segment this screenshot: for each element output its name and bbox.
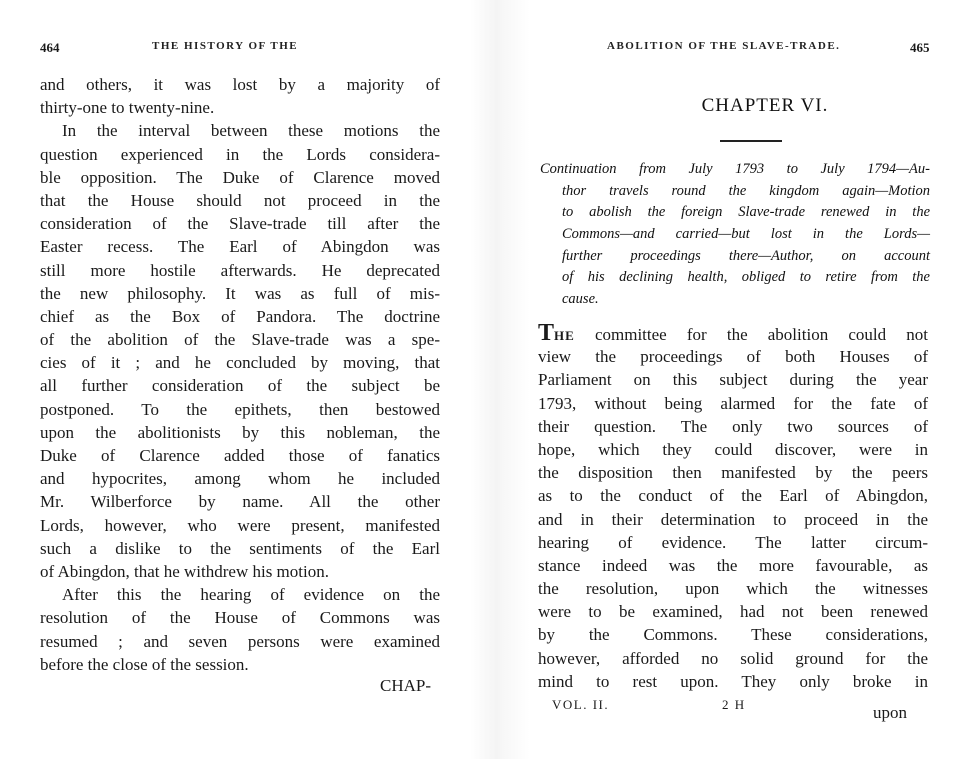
text-line: the new philosophy. It was as full of mis- bbox=[40, 283, 440, 303]
text-line: Continuation from July 1793 to July 1794—Au- bbox=[540, 161, 930, 177]
text-line: before the close of the session. bbox=[40, 654, 249, 674]
text-line: to abolish the foreign Slave-trade renewed in the bbox=[562, 204, 930, 221]
text-line: and in their determination to proceed in the bbox=[538, 509, 928, 529]
text-line: still more hostile afterwards. He deprecated bbox=[40, 260, 440, 280]
body-line-text: committee for the abolition could not bbox=[594, 325, 928, 344]
text-line: of Abingdon, that he withdrew his motion. bbox=[40, 561, 329, 581]
text-line: view the proceedings of both Houses of bbox=[538, 347, 928, 367]
text-line: Parliament on this subject during the year bbox=[538, 370, 928, 390]
left-page bbox=[0, 0, 470, 759]
text-line: thor travels round the kingdom again—Motion bbox=[562, 182, 930, 199]
text-line: consideration of the Slave-trade till after the bbox=[40, 214, 440, 234]
text-line: further proceedings there—Author, on account bbox=[562, 247, 930, 264]
text-line: that the House should not proceed in the bbox=[40, 190, 440, 210]
text-line: such a dislike to the sentiments of the Earl bbox=[40, 538, 440, 558]
text-line: stance indeed was the more favourable, as bbox=[538, 555, 928, 575]
text-line: by the Commons. These considerations, bbox=[538, 625, 928, 645]
text-line: cies of it ; and he concluded by moving, that bbox=[40, 353, 440, 373]
chapter-rule bbox=[720, 140, 782, 142]
text-line: question experienced in the Lords considera- bbox=[40, 144, 440, 164]
right-running-head: ABOLITION OF THE SLAVE-TRADE. bbox=[607, 40, 841, 52]
text-line: Duke of Clarence added those of fanatics bbox=[40, 446, 440, 465]
text-line: hearing of evidence. The latter circum- bbox=[538, 532, 928, 552]
text-line: resolution of the House of Commons was bbox=[40, 608, 440, 628]
text-line: all further consideration of the subject be bbox=[40, 376, 440, 396]
text-line: their question. The only two sources of bbox=[538, 416, 928, 436]
chapter-title: CHAPTER VI. bbox=[701, 95, 829, 116]
text-line: the resolution, upon which the witnesses bbox=[538, 579, 928, 599]
text-line: and hypocrites, among whom he included bbox=[40, 469, 440, 489]
chapter-argument bbox=[540, 159, 930, 311]
text-line: ble opposition. The Duke of Clarence moved bbox=[40, 167, 440, 187]
text-line: however, afforded no solid ground for the bbox=[538, 648, 928, 668]
drop-capital: T bbox=[538, 320, 555, 346]
text-line: Commons—and carried—but lost in the Lords— bbox=[562, 226, 930, 243]
left-body-text bbox=[40, 73, 440, 676]
body-line bbox=[538, 322, 928, 345]
text-line: of his declining health, obliged to retire from the bbox=[562, 269, 930, 286]
text-line: were to be examined, had not been renewed bbox=[538, 602, 928, 622]
text-line: thirty-one to twenty-nine. bbox=[40, 98, 215, 118]
text-line: Lords, however, who were present, manifested bbox=[40, 515, 440, 535]
signature-mark: 2 H bbox=[722, 697, 746, 712]
text-line: chief as the Box of Pandora. The doctrine bbox=[40, 306, 440, 326]
right-catchword: upon bbox=[873, 703, 907, 722]
text-line: In the interval between these motions the bbox=[62, 121, 440, 141]
text-line: After this the hearing of evidence on the bbox=[62, 585, 440, 605]
signature-volume: VOL. II. bbox=[552, 697, 610, 712]
text-line: Easter recess. The Earl of Abingdon was bbox=[40, 237, 440, 257]
text-line: of the abolition of the Slave-trade was a spe- bbox=[40, 330, 440, 350]
right-page-number: 465 bbox=[910, 40, 930, 55]
text-line: mind to rest upon. They only broke in bbox=[538, 671, 928, 691]
left-page-number: 464 bbox=[40, 40, 60, 55]
text-line: resumed ; and seven persons were examined bbox=[40, 631, 440, 651]
text-line: postponed. To the epithets, then bestowed bbox=[40, 399, 440, 419]
text-line: hope, which they could discover, were in bbox=[538, 439, 928, 459]
text-line: and others, it was lost by a majority of bbox=[40, 75, 440, 94]
text-line: the disposition then manifested by the peers bbox=[538, 463, 928, 483]
right-page bbox=[500, 0, 980, 759]
text-line: 1793, without being alarmed for the fate of bbox=[538, 393, 928, 413]
right-body-text bbox=[538, 322, 928, 693]
left-catchword: CHAP- bbox=[380, 676, 432, 695]
small-caps-word: HE bbox=[554, 328, 575, 343]
text-line: upon the abolitionists by this nobleman, the bbox=[40, 422, 440, 442]
text-line: Mr. Wilberforce by name. All the other bbox=[40, 492, 440, 512]
text-line: cause. bbox=[562, 291, 599, 308]
text-line: as to the conduct of the Earl of Abingdon, bbox=[538, 486, 928, 506]
left-running-head: THE HISTORY OF THE bbox=[152, 40, 299, 52]
